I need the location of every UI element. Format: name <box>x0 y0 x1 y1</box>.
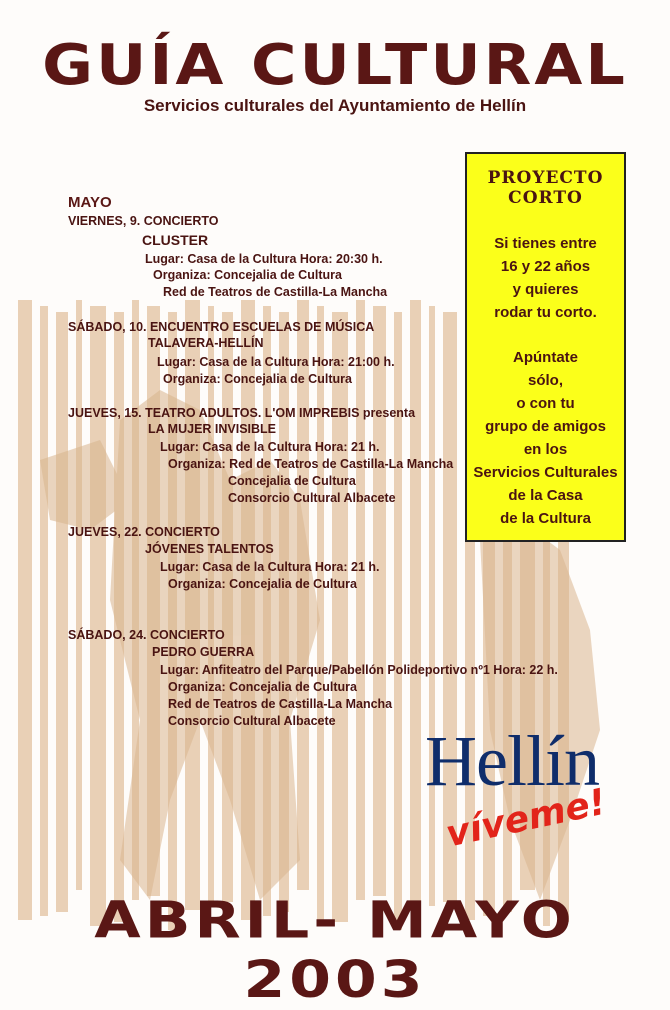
proyecto-line: y quieres <box>512 281 579 298</box>
event-extra: Red de Teatros de Castilla-La Mancha <box>168 697 393 711</box>
proyecto-line: 16 y 22 años <box>500 258 591 275</box>
proyecto-line: de la Casa <box>508 487 583 504</box>
event-name: JÓVENES TALENTOS <box>145 542 274 556</box>
event-lugar: Lugar: Casa de la Cultura Hora: 21:00 h. <box>157 355 395 369</box>
event-extra: Red de Teatros de Castilla-La Mancha <box>163 285 388 299</box>
event-lugar: Lugar: Anfiteatro del Parque/Pabellón Polideportivo nº1 Hora: 22 h. <box>160 663 558 677</box>
event-organiza: Organiza: Concejalia de Cultura <box>163 372 352 386</box>
event-organiza: Organiza: Concejalia de Cultura <box>168 577 357 591</box>
background-stripe <box>18 300 32 920</box>
event-name: CLUSTER <box>142 232 209 248</box>
footer-dates: ABRIL- MAYO 2003 <box>94 890 576 1010</box>
background-stripe <box>394 312 402 930</box>
proyecto-paragraph-1 <box>467 232 624 324</box>
event-extra: Concejalia de Cultura <box>228 474 356 488</box>
background-stripe <box>40 306 48 916</box>
month-heading: MAYO <box>68 194 112 211</box>
proyecto-line: Si tienes entre <box>494 235 597 252</box>
event-organiza: Organiza: Concejalia de Cultura <box>153 268 342 282</box>
event-name: LA MUJER INVISIBLE <box>148 422 277 436</box>
event-date-line: SÁBADO, 24. CONCIERTO <box>68 628 225 642</box>
proyecto-line: Servicios Culturales <box>473 464 618 481</box>
event-organiza: Organiza: Red de Teatros de Castilla-La Mancha <box>168 457 454 471</box>
proyecto-line: en los <box>523 441 568 458</box>
event-date-line: SÁBADO, 10. ENCUENTRO ESCUELAS DE MÚSICA <box>68 320 375 334</box>
proyecto-line: sólo, <box>527 372 563 389</box>
proyecto-line: grupo de amigos <box>485 418 606 435</box>
event-extra: Consorcio Cultural Albacete <box>168 714 336 728</box>
guide-title: GUÍA CULTURAL <box>42 31 628 98</box>
event-date-line: JUEVES, 22. CONCIERTO <box>68 525 220 539</box>
background-stripe <box>356 300 365 900</box>
proyecto-line: o con tu <box>516 395 575 412</box>
event-date-line: JUEVES, 15. TEATRO ADULTOS. L'OM IMPREBIS presenta <box>68 406 416 420</box>
event-extra: Consorcio Cultural Albacete <box>228 491 396 505</box>
event-date-line: VIERNES, 9. CONCIERTO <box>68 214 219 228</box>
proyecto-paragraph-2 <box>467 346 624 530</box>
event-lugar: Lugar: Casa de la Cultura Hora: 21 h. <box>160 560 380 574</box>
proyecto-corto-box <box>465 152 626 542</box>
proyecto-heading-line: PROYECTO <box>487 168 604 188</box>
event-lugar: Lugar: Casa de la Cultura Hora: 21 h. <box>160 440 380 454</box>
proyecto-heading-line: CORTO <box>508 188 583 208</box>
proyecto-line: rodar tu corto. <box>494 304 597 321</box>
event-name: PEDRO GUERRA <box>152 645 255 659</box>
hellin-logo <box>425 720 655 860</box>
hellin-logo-wordmark: Hellín <box>425 721 599 801</box>
viveme-tagline: víveme! <box>442 781 610 856</box>
event-name: TALAVERA-HELLÍN <box>148 336 264 350</box>
guide-subtitle: Servicios culturales del Ayuntamiento de Hellín <box>143 96 527 115</box>
background-stripe <box>76 300 82 890</box>
background-stripe <box>332 312 348 922</box>
proyecto-line: de la Cultura <box>500 510 591 527</box>
proyecto-line: Apúntate <box>513 349 578 366</box>
event-organiza: Organiza: Concejalia de Cultura <box>168 680 357 694</box>
background-stripe <box>56 312 68 912</box>
background-stripe <box>373 306 386 896</box>
proyecto-heading <box>467 168 624 208</box>
event-lugar: Lugar: Casa de la Cultura Hora: 20:30 h. <box>145 252 383 266</box>
background-stripe <box>90 306 106 926</box>
background-stripe <box>410 300 421 910</box>
